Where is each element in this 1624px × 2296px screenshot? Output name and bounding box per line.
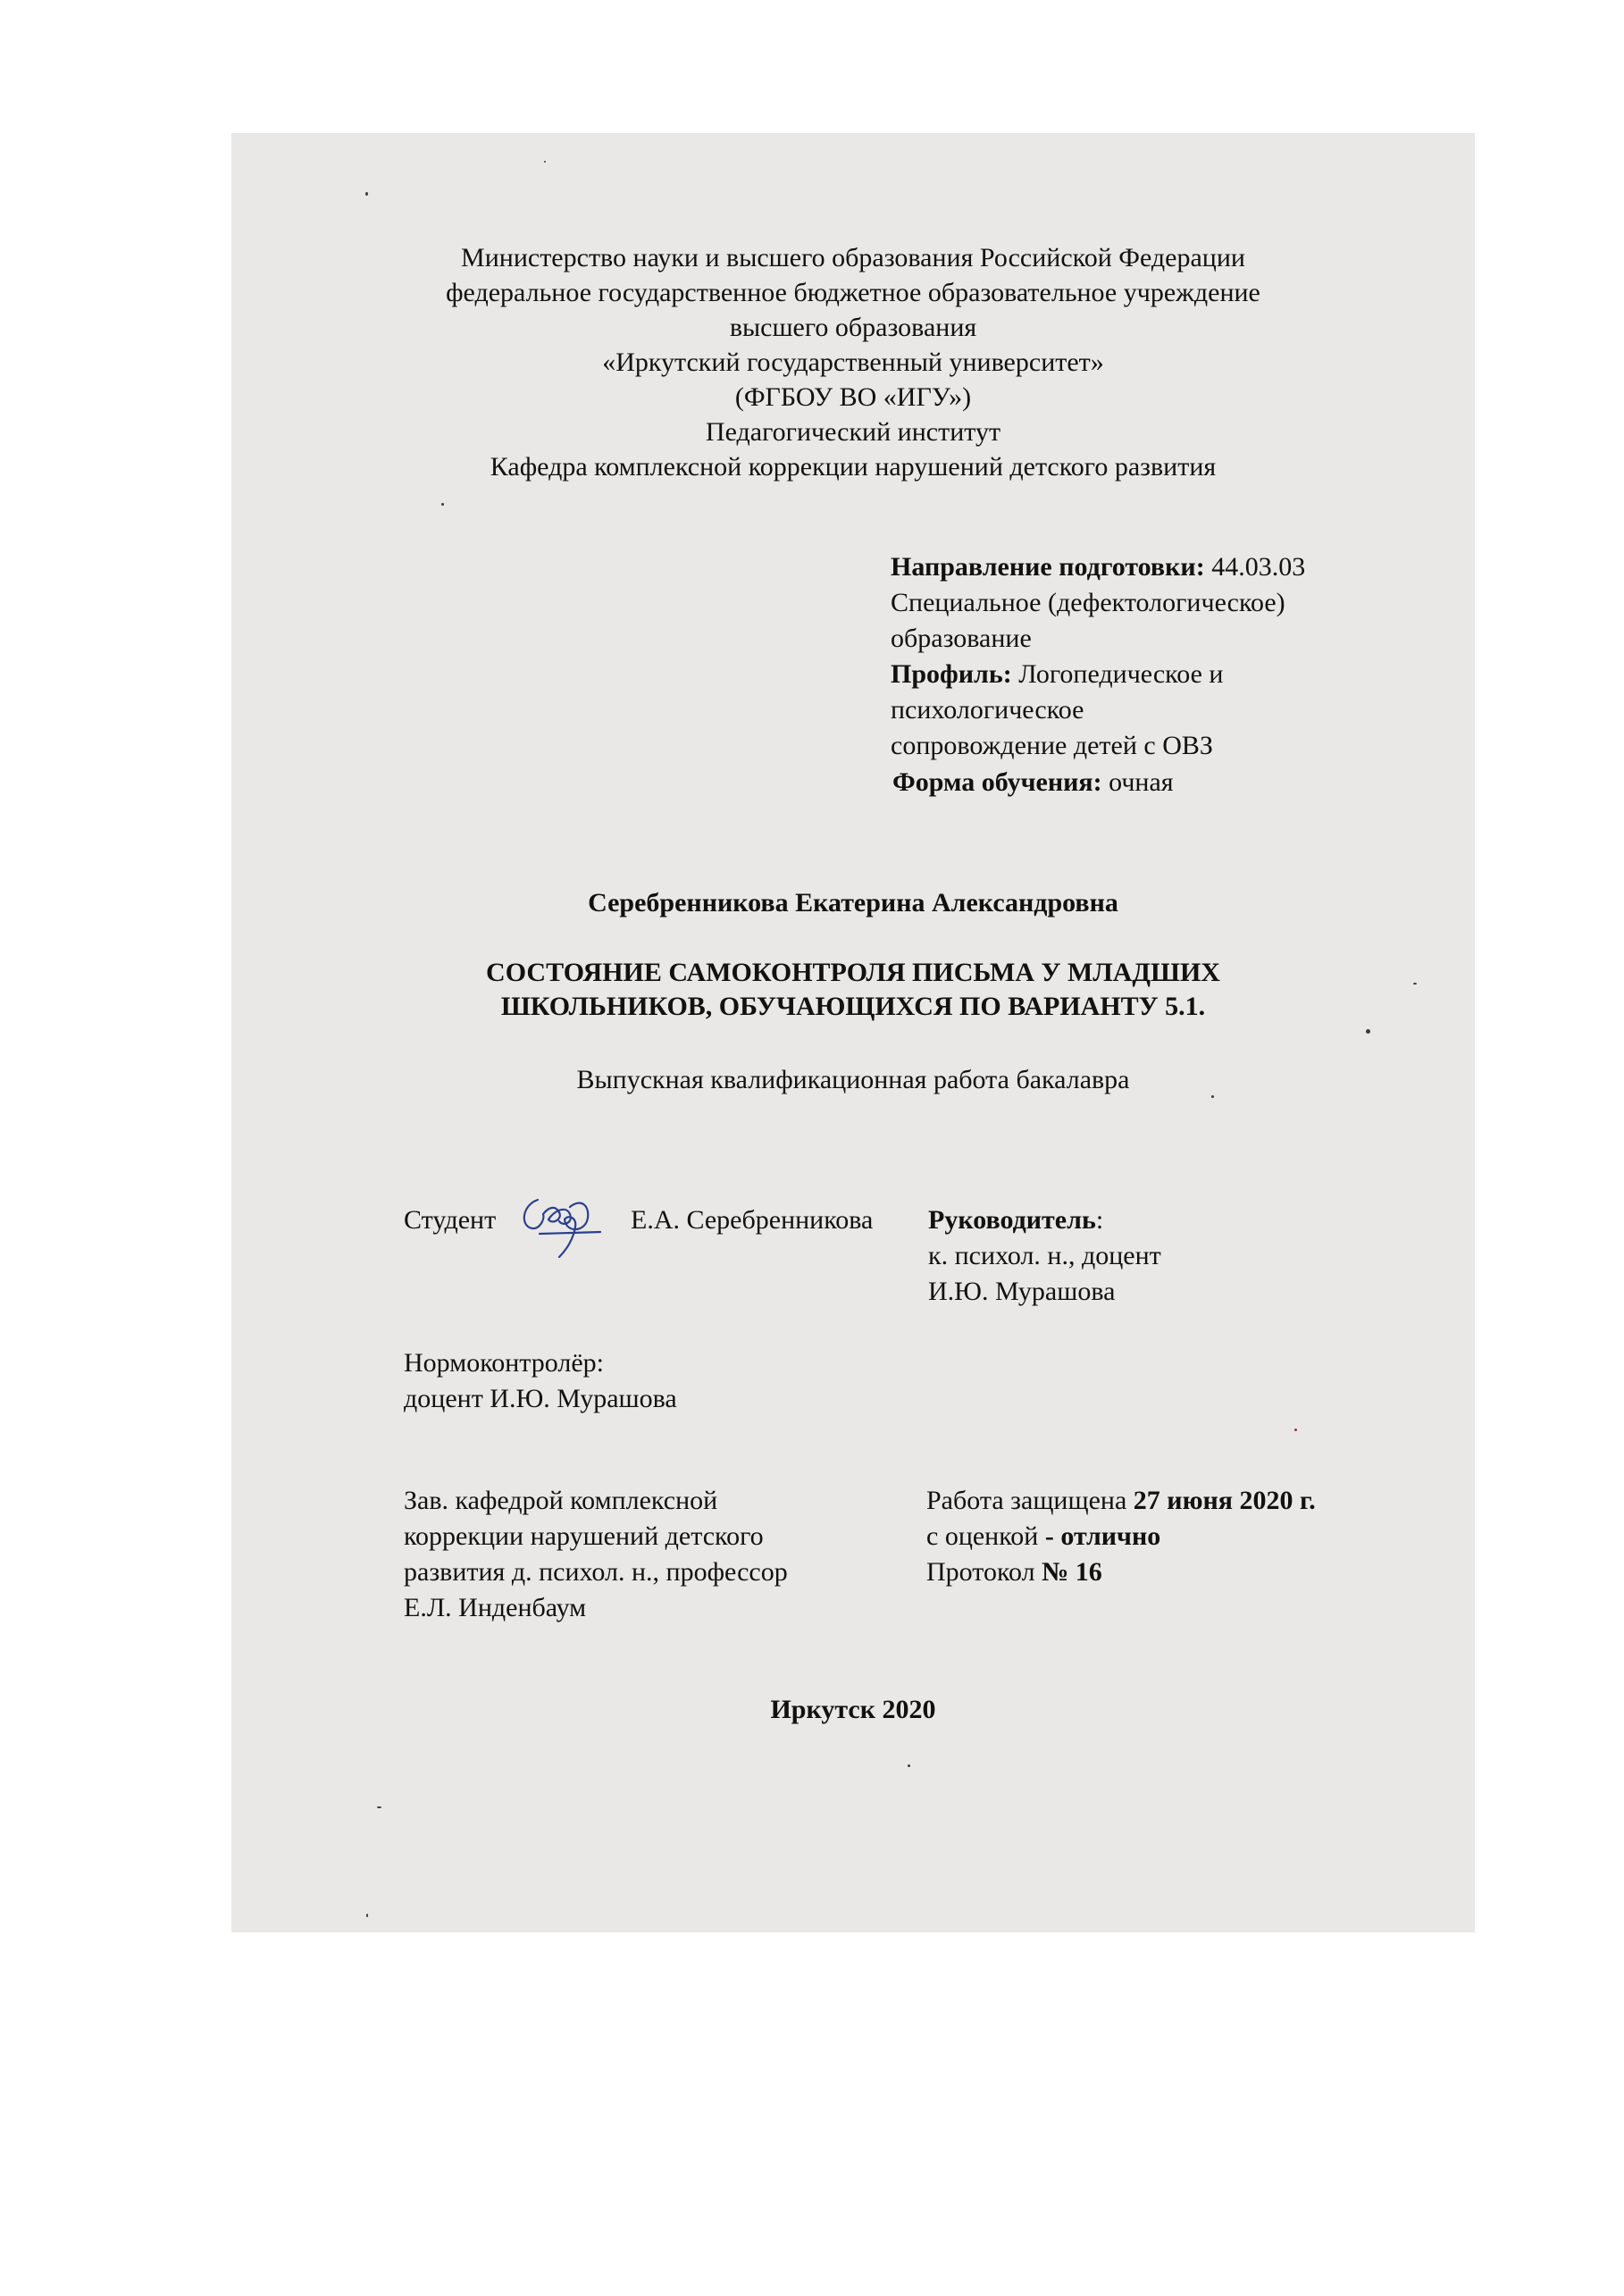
scan-speck bbox=[366, 1914, 368, 1917]
profile-line bbox=[891, 657, 1223, 691]
scan-speck bbox=[377, 1806, 381, 1808]
defense-grade: - отлично bbox=[1044, 1521, 1161, 1551]
scan-speck bbox=[365, 192, 368, 196]
thesis-title-line-1: СОСТОЯНИЕ САМОКОНТРОЛЯ ПИСЬМА У МЛАДШИХ bbox=[486, 958, 1220, 987]
defense-grade-line bbox=[926, 1519, 1160, 1554]
signature-stroke bbox=[524, 1200, 600, 1257]
supervisor-label: Руководитель bbox=[928, 1205, 1096, 1235]
profile-line-2: психологическое bbox=[891, 695, 1084, 725]
profile-value: Логопедическое и bbox=[1011, 659, 1224, 689]
header-line-department: Кафедра комплексной коррекции нарушений детского развития bbox=[490, 452, 1217, 482]
scanned-page bbox=[231, 133, 1475, 1932]
supervisor-name: И.Ю. Мурашова bbox=[928, 1277, 1116, 1306]
scan-speck bbox=[1211, 1095, 1214, 1098]
head-of-dept-line-4: Е.Л. Инденбаум bbox=[404, 1593, 587, 1622]
city-year: Иркутск 2020 bbox=[770, 1695, 936, 1724]
defense-date-line bbox=[926, 1483, 1316, 1518]
student-signature bbox=[504, 1180, 602, 1261]
normcontrol-name: доцент И.Ю. Мурашова bbox=[404, 1384, 677, 1413]
study-form-line bbox=[892, 765, 1174, 800]
scan-speck bbox=[908, 1764, 910, 1767]
defense-prefix: Работа защищена bbox=[926, 1486, 1134, 1515]
study-form-value: очная bbox=[1101, 767, 1174, 797]
grade-prefix: с оценкой bbox=[926, 1521, 1045, 1551]
head-of-dept-line-2: коррекции нарушений детского bbox=[404, 1521, 764, 1551]
header-line-institution-type: федеральное государственное бюджетное образовательное учреждение bbox=[446, 278, 1260, 307]
scan-speck bbox=[544, 161, 546, 163]
work-type: Выпускная квалификационная работа бакалавра bbox=[576, 1065, 1130, 1094]
protocol-number: № 16 bbox=[1042, 1557, 1102, 1587]
scan-speck bbox=[1294, 1429, 1297, 1431]
normcontrol-label: Нормоконтролёр: bbox=[404, 1348, 605, 1378]
defense-date: 27 июня 2020 г. bbox=[1133, 1486, 1316, 1515]
author-name: Серебренникова Екатерина Александровна bbox=[588, 888, 1118, 918]
profile-line-3: сопровождение детей с ОВЗ bbox=[891, 731, 1213, 760]
direction-line bbox=[891, 549, 1305, 584]
header-line-abbreviation: (ФГБОУ ВО «ИГУ») bbox=[734, 382, 972, 412]
direction-code: 44.03.03 bbox=[1204, 552, 1306, 582]
study-form-label: Форма обучения: bbox=[892, 767, 1102, 797]
student-name: Е.А. Серебренникова bbox=[631, 1205, 874, 1235]
direction-line-2: Специальное (дефектологическое) bbox=[891, 588, 1285, 617]
head-of-dept-line-3: развития д. психол. н., профессор bbox=[404, 1557, 788, 1587]
scan-speck bbox=[1366, 1029, 1370, 1034]
scan-speck bbox=[441, 503, 444, 506]
header-line-education-level: высшего образования bbox=[729, 313, 977, 342]
student-label: Студент bbox=[404, 1205, 497, 1235]
header-line-university: «Иркутский государственный университет» bbox=[602, 348, 1104, 377]
scan-speck bbox=[1413, 983, 1417, 985]
supervisor-degree: к. психол. н., доцент bbox=[928, 1241, 1161, 1270]
header-line-institute: Педагогический институт bbox=[705, 417, 1001, 447]
thesis-title-line-2: ШКОЛЬНИКОВ, ОБУЧАЮЩИХСЯ ПО ВАРИАНТУ 5.1. bbox=[500, 992, 1206, 1021]
protocol-prefix: Протокол bbox=[926, 1557, 1042, 1587]
direction-label: Направление подготовки: bbox=[891, 552, 1205, 582]
institution-header bbox=[231, 240, 1475, 484]
head-of-dept-line-1: Зав. кафедрой комплексной bbox=[404, 1486, 718, 1515]
header-line-ministry: Министерство науки и высшего образования Российской Федерации bbox=[461, 243, 1245, 272]
supervisor-colon: : bbox=[1095, 1205, 1104, 1235]
direction-line-3: образование bbox=[891, 624, 1032, 653]
protocol-line bbox=[926, 1554, 1102, 1589]
supervisor-heading bbox=[928, 1202, 1103, 1237]
profile-label: Профиль: bbox=[891, 659, 1012, 689]
